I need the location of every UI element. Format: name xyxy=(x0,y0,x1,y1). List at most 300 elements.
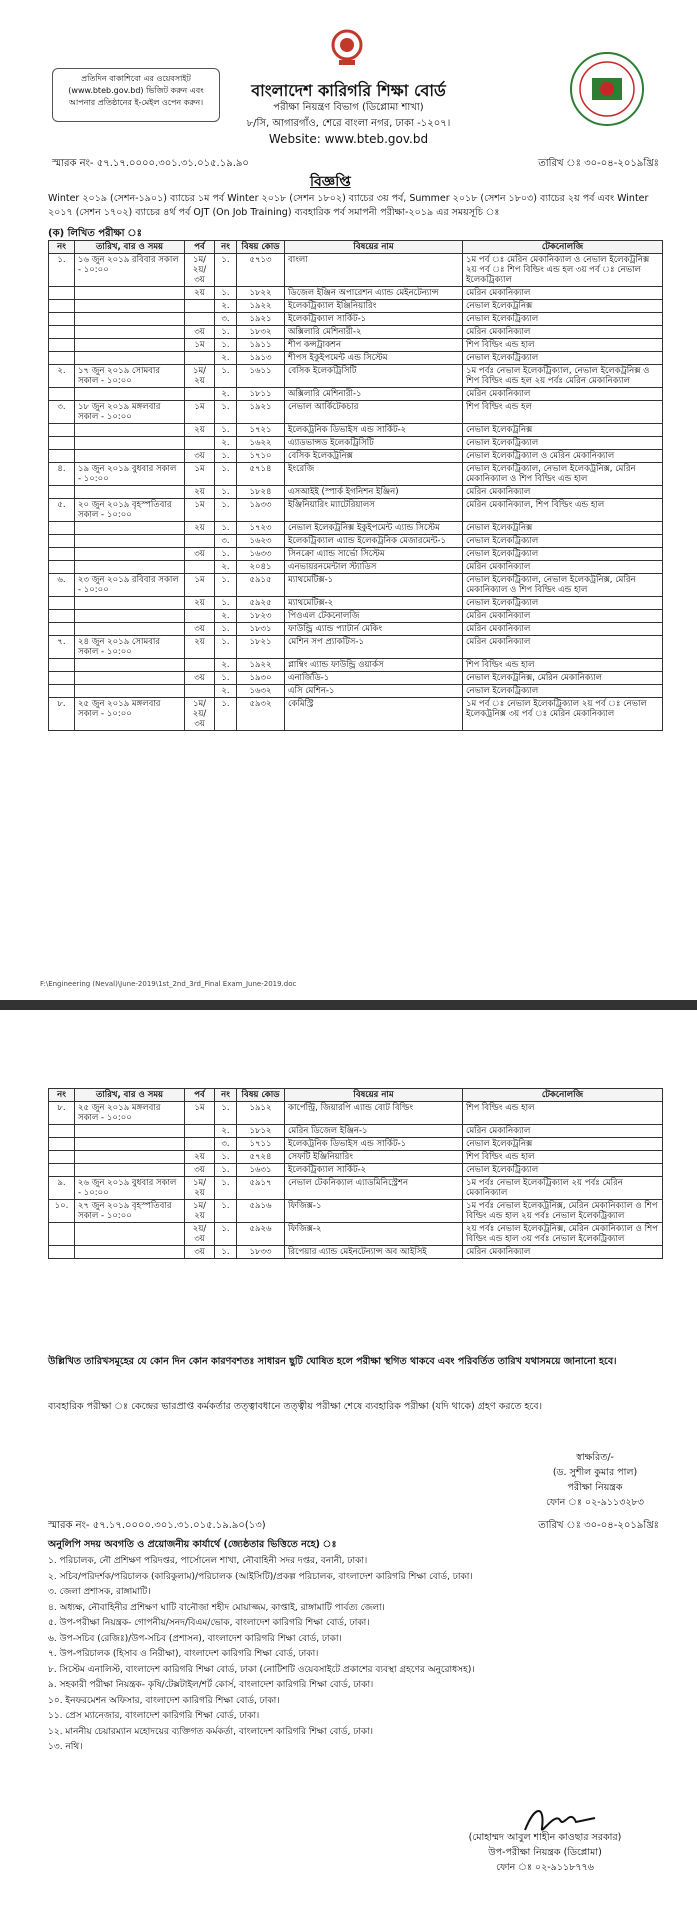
cell-semester xyxy=(185,561,215,574)
cell-sl xyxy=(49,535,75,548)
cell-subject: কেমিস্ট্রি xyxy=(285,698,463,731)
table-row xyxy=(49,1151,663,1164)
cell-sl: ৮. xyxy=(49,698,75,731)
cell-no: ১. xyxy=(215,636,237,659)
table-row xyxy=(49,287,663,300)
cell-date: ২৩ জুন ২০১৯ রবিবার সকাল - ১০:০০ xyxy=(75,574,185,597)
cell-subject: এনভায়রনমেন্টাল স্ট্যাডিস xyxy=(285,561,463,574)
cell-technology: ২য় পর্বঃ নেভাল ইলেকট্রনিক্স, মেরিন মেকানিক্যাল ও শিপ বিল্ডিং এন্ড হাল ৩য় পর্বঃ নেভাল ইলেকট্রিক্যাল xyxy=(463,1223,663,1246)
cell-code: ৫৭২৪ xyxy=(237,1151,285,1164)
cell-technology: ১ম পর্ব ঃ নেভাল ইলেকট্রিক্যাল ২য় পর্ব ঃ নেভাল ইলেকট্রনিক্স ৩য় পর্ব ঃ মেরিন মেকানিক্যাল xyxy=(463,698,663,731)
table-row xyxy=(49,437,663,450)
cell-sl xyxy=(49,672,75,685)
col-header-code: বিষয় কোড xyxy=(237,1089,285,1102)
cell-sl: ৩. xyxy=(49,401,75,424)
cell-technology: নেভাল ইলেকট্রনিক্স xyxy=(463,300,663,313)
list-item: ২. সচিব/পরিদর্শক/পরিচালক (কারিকুলাম)/পরিচালক (আইসিটি)/প্রকল্প পরিচালক, বাংলাদেশ কারিগরি শিক্ষা বোর্ড, ঢাকা। xyxy=(48,1571,473,1582)
cell-semester xyxy=(185,352,215,365)
cell-no: ১. xyxy=(215,499,237,522)
board-subtitle: পরীক্ষা নিয়ন্ত্রণ বিভাগ (ডিপ্লোমা শাখা) xyxy=(273,102,424,113)
cell-date xyxy=(75,300,185,313)
cell-sl: ৭. xyxy=(49,636,75,659)
cell-date xyxy=(75,339,185,352)
cell-sl xyxy=(49,313,75,326)
cell-subject: ম্যাথমেটিক্স-২ xyxy=(285,597,463,610)
cell-subject: ডিজেল ইঞ্জিন অপারেশন এ্যান্ড মেইনটেন্যান্স xyxy=(285,287,463,300)
cell-technology: মেরিন মেকানিক্যাল xyxy=(463,486,663,499)
cell-no: ২. xyxy=(215,352,237,365)
cell-no: ২. xyxy=(215,610,237,623)
cell-sl xyxy=(49,610,75,623)
cell-date xyxy=(75,1151,185,1164)
cell-code: ৫৯২৬ xyxy=(237,1223,285,1246)
cell-subject: বাংলা xyxy=(285,254,463,287)
cell-code: ১৬২৩ xyxy=(237,535,285,548)
table-row xyxy=(49,623,663,636)
cell-semester: ৩য় xyxy=(185,1164,215,1177)
cell-technology: নেভাল ইলেকট্রিক্যাল xyxy=(463,535,663,548)
list-item: ১১. প্রেস ম্যানেজার, বাংলাদেশ কারিগরি শিক্ষা বোর্ড, ঢাকা। xyxy=(48,1711,260,1721)
cell-no: ১. xyxy=(215,597,237,610)
cell-code: ৫৯৩২ xyxy=(237,698,285,731)
cell-semester: ৩য় xyxy=(185,1246,215,1259)
cell-technology: শিপ বিল্ডিং এন্ড হল xyxy=(463,401,663,424)
table-row xyxy=(49,313,663,326)
col-header-technology: টেকনোলজি xyxy=(463,1089,663,1102)
cell-sl xyxy=(49,437,75,450)
cell-code: ১৯১১ xyxy=(237,339,285,352)
table-row xyxy=(49,339,663,352)
table-row xyxy=(49,610,663,623)
cell-code: ১৬১১ xyxy=(237,365,285,388)
cell-date xyxy=(75,685,185,698)
cell-technology: মেরিন মেকানিক্যাল xyxy=(463,561,663,574)
exam-schedule-table-2 xyxy=(48,1088,663,1259)
notice-intro: Winter ২০১৯ (সেশন-১৯০১) ব্যাচের ১ম পর্ব Winter ২০১৮ (সেশন ১৮০২) ব্যাচের ৩য় পর্ব, Summer ২০১৮ (সেশন ১৮০৩) ব্যাচের ২য় পর্ব এবং Winter ২০১৭ (সেশন ১৭০২) ব্যাচের ৪র্থ পর্ব OJT (On Job Training) ব্যবহারিক পর্ব সমাপনী পরীক্ষা-২০১৯ এর সময়সূচি ঃ xyxy=(48,193,649,218)
cell-semester: ২য়/৩য় xyxy=(185,1223,215,1246)
website-notice-box: প্রতিদিন বাকাশিবো এর ওয়েবসাইট (www.bteb.gov.bd) ভিজিট করুন এবং আপনার প্রতিষ্ঠানের ই-মেইল ওপেন করুন। xyxy=(52,68,220,122)
cell-code: ১৮১১ xyxy=(237,388,285,401)
cell-date xyxy=(75,388,185,401)
cell-date xyxy=(75,1164,185,1177)
cell-semester xyxy=(185,535,215,548)
col-header-date: তারিখ, বার ও সময় xyxy=(75,241,185,254)
col-header-sl: নং xyxy=(49,1089,75,1102)
cell-subject: ইঞ্জিনিয়ারিং ম্যাটেরিয়ালস xyxy=(285,499,463,522)
cell-semester: ১ম xyxy=(185,499,215,522)
cell-semester: ১ম xyxy=(185,574,215,597)
cell-technology: নেভাল ইলেকট্রনিক্স, মেরিন মেকানিক্যাল xyxy=(463,672,663,685)
cell-date xyxy=(75,486,185,499)
cell-code: ১৮১২ xyxy=(237,1125,285,1138)
cell-code: ১৯২২ xyxy=(237,659,285,672)
cell-no: ১. xyxy=(215,486,237,499)
signer-1-phone: ফোন ঃ ০২-৯১১৩২৮৩ xyxy=(546,1497,644,1508)
cell-no: ১. xyxy=(215,450,237,463)
cell-semester: ২য় xyxy=(185,287,215,300)
cell-semester: ২য় xyxy=(185,486,215,499)
cell-technology: মেরিন মেকানিক্যাল xyxy=(463,287,663,300)
bteb-emblem-icon xyxy=(330,28,364,68)
cell-subject: কার্পেন্ট্রি, জিয়ারপি এ্যান্ড বোট বিল্ডিং xyxy=(285,1102,463,1125)
cell-technology: মেরিন মেকানিক্যাল xyxy=(463,388,663,401)
signed-label: স্বাক্ষরিত/- xyxy=(576,1452,614,1463)
cell-subject: এসআইই (স্পার্ক ইগনিশন ইঞ্জিন) xyxy=(285,486,463,499)
cell-subject: ফিজিক্স-২ xyxy=(285,1223,463,1246)
cell-semester: ৩য় xyxy=(185,623,215,636)
cell-code: ১৬৩১ xyxy=(237,1164,285,1177)
exam-schedule-table-1 xyxy=(48,240,663,731)
cell-date xyxy=(75,548,185,561)
cell-no: ২. xyxy=(215,437,237,450)
cell-date xyxy=(75,437,185,450)
cell-technology: নেভাল ইলেকট্রনিক্স xyxy=(463,1138,663,1151)
cell-date xyxy=(75,561,185,574)
cell-technology: নেভাল ইলেকট্রিক্যাল, নেভাল ইলেকট্রনিক্স, মেরিন মেকানিক্যাল ও শিপ বিল্ডিং এন্ড হাল xyxy=(463,574,663,597)
cell-sl xyxy=(49,1246,75,1259)
cell-sl xyxy=(49,287,75,300)
table-row xyxy=(49,1102,663,1125)
page-divider xyxy=(0,1000,697,1010)
signer-1-name: (ড. সুশীল কুমার পাল) xyxy=(552,1467,638,1478)
cell-semester: ১ম/২য় xyxy=(185,365,215,388)
cell-no: ২. xyxy=(215,561,237,574)
cell-technology: মেরিন মেকানিক্যাল xyxy=(463,636,663,659)
cell-subject: ম্যাথমেটিক্স-১ xyxy=(285,574,463,597)
cell-sl: ৬. xyxy=(49,574,75,597)
list-item: ১৩. নথি। xyxy=(48,1742,83,1752)
cell-no: ৩. xyxy=(215,313,237,326)
section-written-exam: (ক) লিখিত পরীক্ষা ঃ xyxy=(48,228,142,239)
copy-distribution-heading: অনুলিপি সদয় অবগতি ও প্রয়োজনীয় কার্যার্থে (জ্যেষ্ঠতার ভিত্তিতে নহে) ঃ xyxy=(48,1539,337,1550)
table-row xyxy=(49,486,663,499)
cell-no: ১. xyxy=(215,698,237,731)
cell-date xyxy=(75,352,185,365)
cell-technology: মেরিন মেকানিক্যাল xyxy=(463,623,663,636)
cell-no: ১. xyxy=(215,1177,237,1200)
cell-technology: ১ম পর্বঃ নেভাল ইলেকট্রনিক্স, মেরিন মেকানিক্যাল ও শিপ বিল্ডিং এন্ড হাল ২য় পর্বঃ নেভাল ইলেকট্রিক্যাল xyxy=(463,1200,663,1223)
cell-subject: এ্যাডভান্সড ইলেকট্রিসিটি xyxy=(285,437,463,450)
cell-semester: ৩য় xyxy=(185,450,215,463)
cell-code: ১৬২২ xyxy=(237,437,285,450)
table-row xyxy=(49,535,663,548)
table-row xyxy=(49,1125,663,1138)
cell-code: ১৯২১ xyxy=(237,401,285,424)
board-title: বাংলাদেশ কারিগরি শিক্ষা বোর্ড xyxy=(251,81,446,100)
table-row xyxy=(49,698,663,731)
cell-sl: ১. xyxy=(49,254,75,287)
cell-technology: শিপ বিল্ডিং এন্ড হাল xyxy=(463,659,663,672)
cell-technology: মেরিন মেকানিক্যাল xyxy=(463,1246,663,1259)
cell-sl xyxy=(49,326,75,339)
cell-sl: ২. xyxy=(49,365,75,388)
cell-no: ৩. xyxy=(215,1138,237,1151)
cell-sl xyxy=(49,352,75,365)
cell-technology: শিপ বিল্ডিং এন্ড হাল xyxy=(463,1151,663,1164)
cell-no: ১. xyxy=(215,339,237,352)
cell-no: ১. xyxy=(215,522,237,535)
cell-subject: ফিজিক্স-১ xyxy=(285,1200,463,1223)
cell-sl xyxy=(49,561,75,574)
cell-subject: সিনক্রো এ্যান্ড সার্ভো সিস্টেম xyxy=(285,548,463,561)
cell-code: ৫৭১৪ xyxy=(237,463,285,486)
cell-date xyxy=(75,1138,185,1151)
cell-no: ২. xyxy=(215,388,237,401)
list-item: ৩. জেলা প্রশাসক, রাঙ্গামাটি। xyxy=(48,1587,151,1597)
cell-semester xyxy=(185,659,215,672)
cell-semester xyxy=(185,300,215,313)
cell-semester: ২য় xyxy=(185,522,215,535)
cell-date xyxy=(75,1246,185,1259)
cell-no: ১. xyxy=(215,254,237,287)
cell-subject: এনার্জিডি-১ xyxy=(285,672,463,685)
cell-sl xyxy=(49,339,75,352)
cell-sl xyxy=(49,486,75,499)
list-item: ১২. মাননীয় চেয়ারম্যান মহোদয়ের ব্যক্তিগত কর্মকর্তা, বাংলাদেশ কারিগরি শিক্ষা বোর্ড, ঢাকা। xyxy=(48,1726,374,1737)
notice-date-2: তারিখ ঃ ৩০-০৪-২০১৯খ্রিঃ xyxy=(538,1520,659,1531)
col-header-no: নং xyxy=(215,241,237,254)
holiday-note: উল্লিখিত তারিখসমূহের যে কোন দিন কোন কারণবশতঃ সাধারন ছুটি ঘোষিত হলে পরীক্ষা স্থগিত থাকবে এবং পরিবর্তিত তারিখ যথাসময়ে জানানো হবে। xyxy=(48,1356,617,1367)
cell-date xyxy=(75,597,185,610)
cell-date: ২৫ জুন ২০১৯ মঙ্গলবার সকাল - ১০:০০ xyxy=(75,698,185,731)
cell-subject: ইলেকট্রিক্যাল ইঞ্জিনিয়ারিং xyxy=(285,300,463,313)
cell-technology: শিপ বিল্ডিং এন্ড হাল xyxy=(463,339,663,352)
cell-no: ১. xyxy=(215,1223,237,1246)
table-row xyxy=(49,1138,663,1151)
cell-subject: বেসিক ইলেকট্রনিক্স xyxy=(285,450,463,463)
cell-code: ১৯২২ xyxy=(237,300,285,313)
cell-no: ১. xyxy=(215,365,237,388)
cell-semester xyxy=(185,610,215,623)
cell-date xyxy=(75,610,185,623)
cell-date xyxy=(75,659,185,672)
cell-sl: ১০. xyxy=(49,1200,75,1223)
list-item: ৫. উপ-পরীক্ষা নিয়ন্ত্রক- গোপনীয়/সনদ/বিএম/ভোক, বাংলাদেশ কারিগরি শিক্ষা বোর্ড, ঢাকা। xyxy=(48,1618,370,1628)
table-row xyxy=(49,1223,663,1246)
cell-no: ১. xyxy=(215,574,237,597)
table-row xyxy=(49,548,663,561)
list-item: ৭. উপ-পরিচালক (হিসাব ও নিরীক্ষা), বাংলাদেশ কারিগরি শিক্ষা বোর্ড, ঢাকা। xyxy=(48,1649,319,1659)
col-header-date: তারিখ, বার ও সময় xyxy=(75,1089,185,1102)
table-row xyxy=(49,1177,663,1200)
cell-semester: ১ম/২য় xyxy=(185,1177,215,1200)
practical-exam-note: ব্যবহারিক পরীক্ষা ঃ কেন্দ্রের ভারপ্রাপ্ত কর্মকর্তার তত্ত্বাবধানে তত্ত্বীয় পরীক্ষা শেষে ব্যবহারিক পরীক্ষা (যদি থাকে) গ্রহণ করতে হবে। xyxy=(48,1401,542,1412)
table-row xyxy=(49,365,663,388)
copy-distribution-list xyxy=(48,1554,668,1756)
cell-no: ১. xyxy=(215,1164,237,1177)
cell-subject: মেশিন সপ প্র্যাকটিস-১ xyxy=(285,636,463,659)
cell-no: ১. xyxy=(215,1102,237,1125)
cell-no: ২. xyxy=(215,659,237,672)
cell-code: ১৯৩০ xyxy=(237,672,285,685)
cell-semester: ২য় xyxy=(185,424,215,437)
cell-technology: নেভাল ইলেকট্রিক্যাল xyxy=(463,352,663,365)
cell-date: ১৬ জুন ২০১৯ রবিবার সকাল - ১০:০০ xyxy=(75,254,185,287)
cell-semester xyxy=(185,1125,215,1138)
board-website: Website: www.bteb.gov.bd xyxy=(268,132,429,146)
cell-semester: ১ম xyxy=(185,339,215,352)
table-row xyxy=(49,672,663,685)
cell-date: ২৬ জুন ২০১৯ বুধবার সকাল - ১০:০০ xyxy=(75,1177,185,1200)
table-row xyxy=(49,254,663,287)
table-row xyxy=(49,388,663,401)
cell-subject: প্লাম্বিং এ্যান্ড ফাউন্ড্রি ওয়ার্কস xyxy=(285,659,463,672)
cell-subject: সেফটি ইঞ্জিনিয়ারিং xyxy=(285,1151,463,1164)
cell-semester: ৩য় xyxy=(185,548,215,561)
cell-no: ১. xyxy=(215,424,237,437)
cell-date xyxy=(75,1125,185,1138)
cell-subject: ইলেকট্রিক্যাল এ্যান্ড ইলেকট্রনিক মেজারমেন্ট-১ xyxy=(285,535,463,548)
cell-semester: ২য় xyxy=(185,1151,215,1164)
signer-2-name: (মোহাম্মদ আবুল শাহীন কাওছার সরকার) xyxy=(468,1832,622,1843)
table-row xyxy=(49,561,663,574)
col-header-no: নং xyxy=(215,1089,237,1102)
cell-sl xyxy=(49,424,75,437)
cell-code: ১৮৩১ xyxy=(237,623,285,636)
cell-code: ১৭২১ xyxy=(237,424,285,437)
col-header-subject: বিষয়ের নাম xyxy=(285,1089,463,1102)
cell-date xyxy=(75,672,185,685)
cell-semester: ১ম/২য়/৩য় xyxy=(185,254,215,287)
cell-semester: ২য় xyxy=(185,597,215,610)
cell-no: ১. xyxy=(215,326,237,339)
cell-technology: নেভাল ইলেকট্রিক্যাল xyxy=(463,313,663,326)
col-header-semester: পর্ব xyxy=(185,241,215,254)
table-row xyxy=(49,597,663,610)
board-address: ৮/সি, আগারগাঁও, শেরে বাংলা নগর, ঢাকা -১২০৭। xyxy=(246,118,451,129)
cell-sl xyxy=(49,1164,75,1177)
cell-subject: ইলেকট্রিক্যাল সার্কিট-২ xyxy=(285,1164,463,1177)
cell-code: ১৮২১ xyxy=(237,636,285,659)
cell-no: ২. xyxy=(215,685,237,698)
table-row xyxy=(49,450,663,463)
cell-semester: ১ম xyxy=(185,1102,215,1125)
cell-semester xyxy=(185,313,215,326)
cell-date: ১৭ জুন ২০১৯ সোমবার সকাল - ১০:০০ xyxy=(75,365,185,388)
cell-technology: নেভাল ইলেকট্রনিক্স xyxy=(463,424,663,437)
cell-code: ১৯১২ xyxy=(237,1102,285,1125)
cell-no: ১. xyxy=(215,672,237,685)
signer-1-title: পরীক্ষা নিয়ন্ত্রক xyxy=(567,1482,623,1493)
reference-number: স্মারক নং- ৫৭.১৭.০০০০.৩০১.৩১.০১৫.১৯.৯০ xyxy=(52,158,249,169)
cell-sl xyxy=(49,685,75,698)
table-row xyxy=(49,636,663,659)
table-row xyxy=(49,499,663,522)
table-row xyxy=(49,659,663,672)
table-header-row xyxy=(49,1089,663,1102)
cell-technology: নেভাল ইলেকট্রিক্যাল xyxy=(463,685,663,698)
cell-code: ১৬৩৩ xyxy=(237,548,285,561)
cell-subject: মেরিন ডিজেল ইঞ্জিন-১ xyxy=(285,1125,463,1138)
cell-semester xyxy=(185,1138,215,1151)
cell-code: ১৮৩২ xyxy=(237,326,285,339)
cell-sl xyxy=(49,388,75,401)
cell-technology: নেভাল ইলেকট্রিক্যাল xyxy=(463,548,663,561)
cell-date xyxy=(75,535,185,548)
cell-code: ৫৯২৫ xyxy=(237,597,285,610)
cell-technology: মেরিন মেকানিক্যাল xyxy=(463,610,663,623)
cell-sl: ৮. xyxy=(49,1102,75,1125)
signer-2-title: উপ-পরীক্ষা নিয়ন্ত্রক (ডিপ্লোমা) xyxy=(488,1847,602,1858)
cell-sl xyxy=(49,548,75,561)
cell-date xyxy=(75,1223,185,1246)
cell-code: ৫৭১৩ xyxy=(237,254,285,287)
cell-technology: নেভাল ইলেকট্রিক্যাল xyxy=(463,437,663,450)
cell-subject: নেভাল ইলেকট্রনিক্স ইকুইপমেন্ট এ্যান্ড সিস্টেম xyxy=(285,522,463,535)
table-row xyxy=(49,352,663,365)
cell-code: ১৯৩৩ xyxy=(237,499,285,522)
cell-subject: ইংরেজি xyxy=(285,463,463,486)
cell-subject: শীপ কন্সট্রাকশন xyxy=(285,339,463,352)
cell-no: ১. xyxy=(215,287,237,300)
cell-date xyxy=(75,623,185,636)
col-header-code: বিষয় কোড xyxy=(237,241,285,254)
cell-date xyxy=(75,424,185,437)
list-item: ১. পরিচালক, নৌ প্রশিক্ষণ পরিদপ্তর, পার্সোনেল শাখা, নৌবাহিনী সদর দপ্তর, বনানী, ঢাকা। xyxy=(48,1556,368,1566)
cell-sl xyxy=(49,623,75,636)
cell-code: ১৮২২ xyxy=(237,287,285,300)
cell-date: ১৯ জুন ২০১৯ বুধবার সকাল - ১০:০০ xyxy=(75,463,185,486)
cell-code: ৫৯১৭ xyxy=(237,1177,285,1200)
cell-sl xyxy=(49,1125,75,1138)
cell-subject: রিপেয়ার এ্যান্ড মেইনটেন্যান্স অব আইসিই xyxy=(285,1246,463,1259)
cell-date: ২৭ জুন ২০১৯ বৃহস্পতিবার সকাল - ১০:০০ xyxy=(75,1200,185,1223)
cell-technology: মেরিন মেকানিক্যাল xyxy=(463,1125,663,1138)
cell-subject: নেভাল টেকনিক্যাল এ্যাডমিনিস্ট্রেশন xyxy=(285,1177,463,1200)
cell-sl: ৫. xyxy=(49,499,75,522)
cell-technology: নেভাল ইলেকট্রিক্যাল ও মেরিন মেকানিক্যাল xyxy=(463,450,663,463)
cell-sl xyxy=(49,300,75,313)
col-header-sl: নং xyxy=(49,241,75,254)
cell-sl xyxy=(49,1223,75,1246)
signer-1-block xyxy=(520,1450,670,1510)
table-row xyxy=(49,424,663,437)
list-item: ৮. সিস্টেম এনালিস্ট, বাংলাদেশ কারিগরি শিক্ষা বোর্ড, ঢাকা (নোটিশটি ওয়েবসাইটে প্রকাশের ব্যবস্থা গ্রহণের অনুরোধসহ)। xyxy=(48,1664,475,1675)
cell-code: ১৭১১ xyxy=(237,1138,285,1151)
cell-code: ৫৯১৬ xyxy=(237,1200,285,1223)
cell-sl xyxy=(49,1151,75,1164)
cell-technology: মেরিন মেকানিক্যাল, শিপ বিল্ডিং এন্ড হাল xyxy=(463,499,663,522)
cell-date xyxy=(75,313,185,326)
cell-technology: শিপ বিল্ডিং এন্ড হাল xyxy=(463,1102,663,1125)
notice-title: বিজ্ঞপ্তি xyxy=(310,174,351,190)
cell-no: ২. xyxy=(215,300,237,313)
cell-code: ১৮২৩ xyxy=(237,610,285,623)
cell-no: ২. xyxy=(215,1125,237,1138)
cell-code: ১৭১০ xyxy=(237,450,285,463)
cell-sl xyxy=(49,597,75,610)
cell-sl: ৪. xyxy=(49,463,75,486)
cell-code: ১৯২১ xyxy=(237,313,285,326)
cell-no: ১. xyxy=(215,401,237,424)
cell-code: ১৯১৩ xyxy=(237,352,285,365)
cell-subject: অক্সিলারি মেশিনারী-১ xyxy=(285,388,463,401)
cell-code: ১৮২৪ xyxy=(237,486,285,499)
cell-sl xyxy=(49,450,75,463)
cell-date xyxy=(75,450,185,463)
document-file-path: F:\Engineering (Neval)\June-2019\1st_2nd_3rd_Final Exam_June-2019.doc xyxy=(40,980,297,988)
cell-sl: ৯. xyxy=(49,1177,75,1200)
cell-no: ১. xyxy=(215,1200,237,1223)
table-row xyxy=(49,1200,663,1223)
cell-subject: বেসিক ইলেকট্রিসিটি xyxy=(285,365,463,388)
signer-2-phone: ফোন ঃ ০২-৯১১৮৭৭৬ xyxy=(496,1862,594,1873)
cell-no: ১. xyxy=(215,463,237,486)
cell-code: ৫৯১৫ xyxy=(237,574,285,597)
table-row xyxy=(49,685,663,698)
cell-technology: মেরিন মেকানিক্যাল xyxy=(463,326,663,339)
cell-semester: ১ম xyxy=(185,463,215,486)
